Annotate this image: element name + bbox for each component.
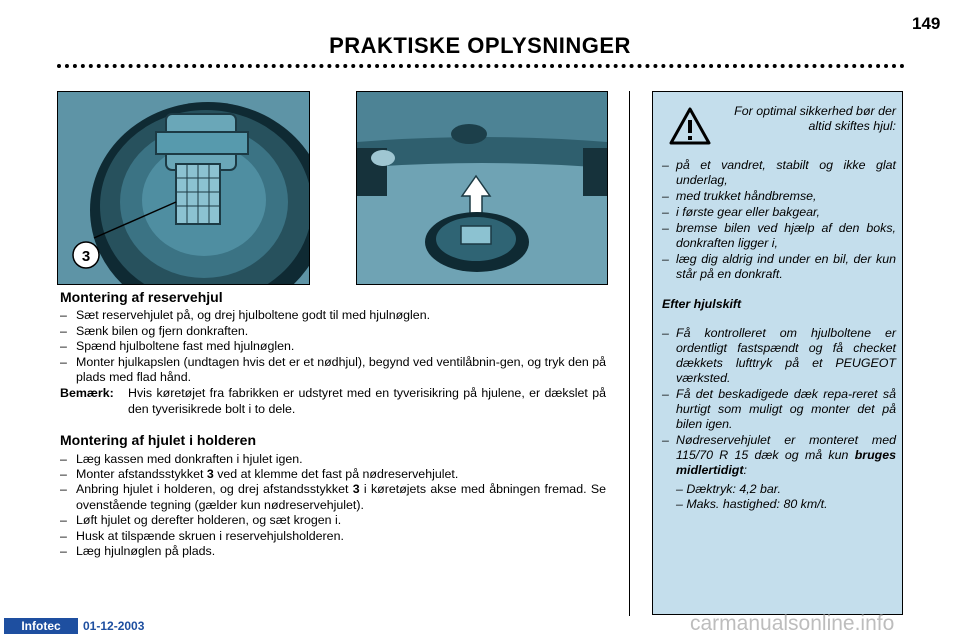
list-item: – Husk at tilspænde skruen i reservehjulsholderen.: [60, 528, 344, 543]
page-title: PRAKTISKE OPLYSNINGER: [329, 33, 631, 58]
list-item: – på et vandret, stabilt og ikke glat underlag,: [662, 158, 896, 187]
footer-date: 01-12-2003: [83, 619, 145, 633]
list-item: – i første gear eller bakgear,: [662, 205, 820, 219]
watermark: carmanualsonline.info: [690, 612, 895, 635]
list-item: – læg dig aldrig ind under en bil, der kun står på en donkraft.: [662, 252, 896, 281]
list-item: – Monter hjulkapslen (undtagen hvis det er et nødhjul), begynd ved ventilåbnin-gen, og tryk den på plads med flad hånd.: [60, 354, 606, 385]
car-underside-photo: [356, 91, 608, 285]
list-item: – Nødreservehjulet er monteret med 115/70 R 15 dæk og må kun bruges midlertidigt:: [662, 433, 896, 477]
section1-heading: Montering af reservehjul: [60, 289, 223, 305]
note: [60, 386, 606, 417]
list-item: – Anbring hjulet i holderen, og drej afstandsstykket 3 i køretøjets akse med åbningen fremad. Se ovenstående tegning (gælder kun nødreservehjulet).: [60, 482, 606, 512]
warning-text: For optimal sikkerhed bør der altid skiftes hjul:: [734, 104, 896, 133]
after-heading: Efter hjulskift: [662, 297, 742, 311]
dotted-rule: [57, 64, 905, 68]
spare-wheel-photo: [57, 91, 310, 285]
list-item: – Læg hjulnøglen på plads.: [60, 544, 216, 559]
note-label: Bemærk:: [60, 386, 114, 401]
note-text: Hvis køretøjet fra fabrikken er udstyret med en tyverisikring på hjulene, er dækslet på den tyverisikrede bolt i to dele.: [128, 386, 606, 416]
list-item: – Få kontrolleret om hjulboltene er ordentligt fastspændt og få checket dækkets lufttryk på et PEUGEOT værksted.: [662, 326, 896, 385]
infotec-logo: Infotec: [4, 618, 78, 634]
section2-heading: Montering af hjulet i holderen: [60, 432, 256, 449]
list-item: – Spænd hjulboltene fast med hjulnøglen.: [60, 339, 295, 354]
warning-block: [662, 104, 896, 146]
list-item: – Få det beskadigede dæk repa-reret så hurtigt som muligt og monter det på bilen igen.: [662, 387, 896, 431]
sub-item: – Dæktryk: 4,2 bar.: [676, 482, 781, 496]
list-item: – Monter afstandsstykket 3 ved at klemme det fast på nødreservehjulet.: [60, 467, 459, 482]
car-underside-illustration: [357, 92, 607, 284]
list-item: – bremse bilen ved hjælp af den boks, donkraften ligger i,: [662, 221, 896, 250]
spare-wheel-illustration: [58, 92, 309, 284]
list-item: – Sæt reservehjulet på, og drej hjulboltene godt til med hjulnøglen.: [60, 308, 431, 323]
list-item: – Løft hjulet og derefter holderen, og sæt krogen i.: [60, 513, 342, 528]
sub-item: – Maks. hastighed: 80 km/t.: [676, 497, 828, 511]
callout-number: 3: [81, 248, 91, 265]
warning-triangle-icon: [668, 106, 712, 146]
list-item: – med trukket håndbremse,: [662, 189, 817, 203]
list-item: – Læg kassen med donkraften i hjulet igen.: [60, 451, 303, 466]
list-item: – Sænk bilen og fjern donkraften.: [60, 323, 249, 338]
column-divider: [629, 91, 630, 616]
page-number: 149: [912, 14, 941, 33]
main-text: [60, 290, 606, 560]
safety-sidebar: [652, 91, 903, 615]
